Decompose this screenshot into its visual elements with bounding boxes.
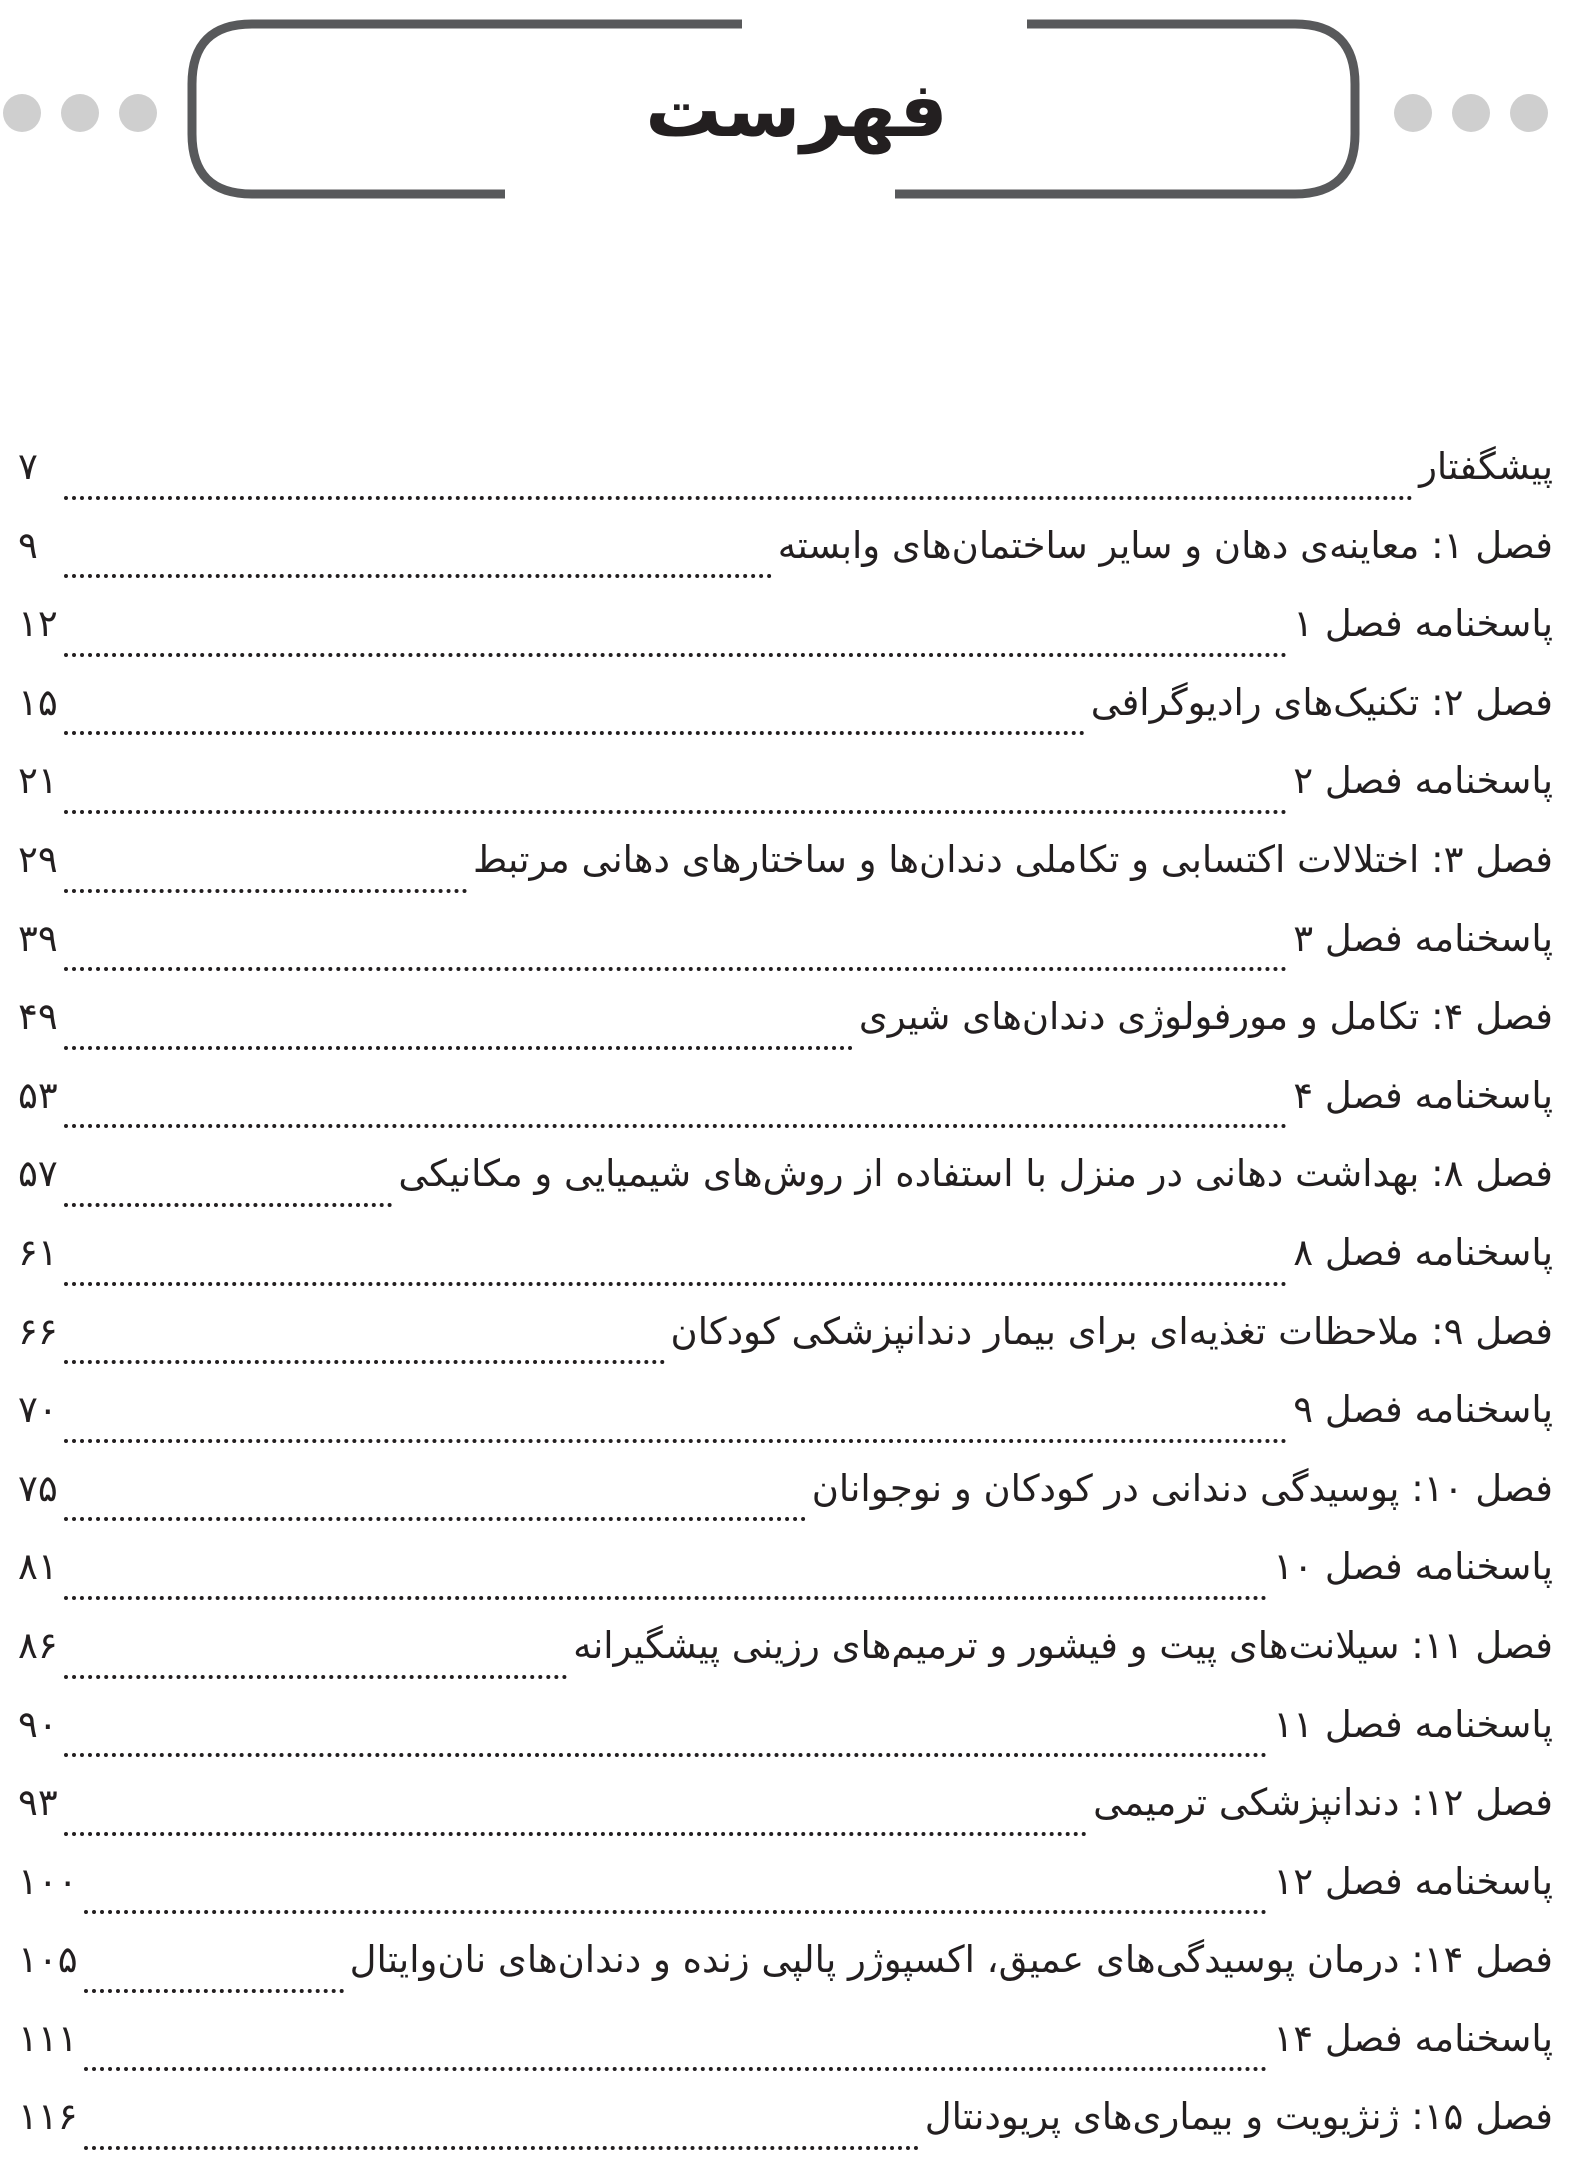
dot-leader bbox=[64, 1517, 806, 1521]
toc-entry[interactable] bbox=[18, 681, 1553, 760]
dot-leader bbox=[84, 1989, 344, 1993]
toc-entry-label: فصل ۹: ملاحظات تغذیه‌ای برای بیمار دندانپزشکی کودکان bbox=[670, 1309, 1553, 1353]
toc-entry[interactable] bbox=[18, 1860, 1553, 1939]
dot-leader bbox=[64, 1124, 1287, 1128]
dot-leader bbox=[64, 967, 1287, 971]
dot-leader bbox=[64, 1360, 665, 1364]
toc-entry-page-number: ۱۱۶ bbox=[18, 2095, 78, 2139]
toc-entry[interactable] bbox=[18, 917, 1553, 996]
dot-leader bbox=[64, 731, 1085, 735]
toc-entry-label: فصل ۱۵: ژنژیویت و بیماری‌های پریودنتال bbox=[924, 2095, 1553, 2139]
toc-entry-page-number: ۵۳ bbox=[18, 1073, 58, 1117]
page-title: فهرست bbox=[645, 65, 948, 154]
toc-entry[interactable] bbox=[18, 1624, 1553, 1703]
toc-entry-page-number: ۶۱ bbox=[18, 1230, 58, 1274]
toc-entry[interactable] bbox=[18, 759, 1553, 838]
dot-leader bbox=[64, 1203, 392, 1207]
toc-entry-page-number: ۴۹ bbox=[18, 995, 58, 1039]
dot-leader bbox=[64, 653, 1287, 657]
toc-entry[interactable] bbox=[18, 2095, 1553, 2174]
toc-entry-label: پاسخنامه فصل ۲ bbox=[1293, 759, 1553, 803]
header bbox=[0, 0, 1593, 230]
toc-entry-label: فصل ۸: بهداشت دهانی در منزل با استفاده از روش‌های شیمیایی و مکانیکی bbox=[398, 1152, 1553, 1196]
toc-entry-label: فصل ۱: معاینه‌ی دهان و سایر ساختمان‌های وابسته bbox=[777, 523, 1553, 567]
dot-leader bbox=[64, 574, 772, 578]
toc-entry[interactable] bbox=[18, 1938, 1553, 2017]
toc-entry-page-number: ۷۰ bbox=[18, 1388, 58, 1432]
toc-entry[interactable] bbox=[18, 1388, 1553, 1467]
toc-entry[interactable] bbox=[18, 1152, 1553, 1231]
toc-entry-label: فصل ۱۱: سیلانت‌های پیت و فیشور و ترمیم‌های رزینی پیشگیرانه bbox=[573, 1623, 1553, 1667]
dot-leader bbox=[84, 2146, 919, 2150]
dot-leader bbox=[64, 1675, 567, 1679]
toc-entry-page-number: ۸۶ bbox=[18, 1623, 58, 1667]
toc-entry[interactable] bbox=[18, 1467, 1553, 1546]
dot-leader bbox=[84, 1910, 1268, 1914]
toc-entry[interactable] bbox=[18, 602, 1553, 681]
toc-entry[interactable] bbox=[18, 1781, 1553, 1860]
toc-entry[interactable] bbox=[18, 445, 1553, 524]
toc-entry-label: پاسخنامه فصل ۳ bbox=[1293, 916, 1553, 960]
toc-entry-label: فصل ۱۰: پوسیدگی دندانی در کودکان و نوجوانان bbox=[811, 1466, 1553, 1510]
toc-entry-page-number: ۱۱۱ bbox=[18, 2016, 78, 2060]
toc-entry-page-number: ۷ bbox=[18, 445, 38, 488]
dot-leader bbox=[64, 810, 1287, 814]
table-of-contents bbox=[18, 445, 1553, 2174]
toc-entry-label: فصل ۱۴: درمان پوسیدگی‌های عمیق، اکسپوژر پالپی زنده و دندان‌های نان‌وایتال bbox=[349, 1938, 1553, 1982]
toc-entry[interactable] bbox=[18, 1231, 1553, 1310]
toc-entry-label: فصل ۴: تکامل و مورفولوژی دندان‌های شیری bbox=[858, 995, 1553, 1039]
toc-entry-label: پاسخنامه فصل ۱۰ bbox=[1273, 1545, 1553, 1589]
dot-leader bbox=[64, 1596, 1267, 1600]
toc-entry[interactable] bbox=[18, 1545, 1553, 1624]
dot-leader bbox=[64, 1439, 1287, 1443]
toc-entry[interactable] bbox=[18, 838, 1553, 917]
toc-entry-label: پاسخنامه فصل ۴ bbox=[1293, 1073, 1553, 1117]
toc-entry[interactable] bbox=[18, 1310, 1553, 1389]
toc-entry-page-number: ۱۵ bbox=[18, 680, 58, 724]
toc-entry[interactable] bbox=[18, 1074, 1553, 1153]
toc-entry-label: فصل ۲: تکنیک‌های رادیوگرافی bbox=[1090, 680, 1553, 724]
toc-entry-page-number: ۱۲ bbox=[18, 602, 58, 646]
dot-leader bbox=[64, 889, 467, 893]
toc-entry[interactable] bbox=[18, 1703, 1553, 1782]
dot-leader bbox=[64, 1753, 1267, 1757]
dot-leader bbox=[64, 496, 1413, 500]
toc-entry-page-number: ۲۱ bbox=[18, 759, 58, 803]
dot-leader bbox=[64, 1046, 853, 1050]
toc-entry-label: پاسخنامه فصل ۹ bbox=[1293, 1388, 1553, 1432]
toc-entry-label: پاسخنامه فصل ۱۱ bbox=[1273, 1702, 1553, 1746]
toc-entry-label: فصل ۱۲: دندانپزشکی ترمیمی bbox=[1093, 1781, 1553, 1825]
toc-entry-label: پاسخنامه فصل ۱۲ bbox=[1273, 1859, 1553, 1903]
toc-entry-page-number: ۱۰۰ bbox=[18, 1859, 78, 1903]
toc-entry-page-number: ۷۵ bbox=[18, 1466, 58, 1510]
dot-leader bbox=[64, 1282, 1287, 1286]
toc-entry-label: پاسخنامه فصل ۱۴ bbox=[1273, 2016, 1553, 2060]
toc-entry-page-number: ۹۰ bbox=[18, 1702, 58, 1746]
toc-entry-page-number: ۹ bbox=[18, 523, 38, 567]
toc-entry-page-number: ۲۹ bbox=[18, 837, 58, 881]
toc-entry-label: پاسخنامه فصل ۱ bbox=[1293, 602, 1553, 646]
dot-leader bbox=[64, 1832, 1087, 1836]
toc-entry-label: فصل ۳: اختلالات اکتسابی و تکاملی دندان‌ها و ساختارهای دهانی مرتبط bbox=[472, 837, 1553, 881]
toc-entry[interactable] bbox=[18, 524, 1553, 603]
toc-entry[interactable] bbox=[18, 995, 1553, 1074]
toc-entry-page-number: ۳۹ bbox=[18, 916, 58, 960]
toc-entry-page-number: ۱۰۵ bbox=[18, 1938, 78, 1982]
toc-entry-label: پاسخنامه فصل ۸ bbox=[1293, 1230, 1553, 1274]
toc-entry-page-number: ۹۳ bbox=[18, 1781, 58, 1825]
toc-entry[interactable] bbox=[18, 2017, 1553, 2096]
dot-leader bbox=[84, 2067, 1268, 2071]
toc-entry-page-number: ۶۶ bbox=[18, 1309, 58, 1353]
toc-entry-page-number: ۵۷ bbox=[18, 1152, 58, 1196]
toc-entry-page-number: ۸۱ bbox=[18, 1545, 58, 1589]
toc-entry-label: پیشگفتار bbox=[1419, 445, 1553, 488]
